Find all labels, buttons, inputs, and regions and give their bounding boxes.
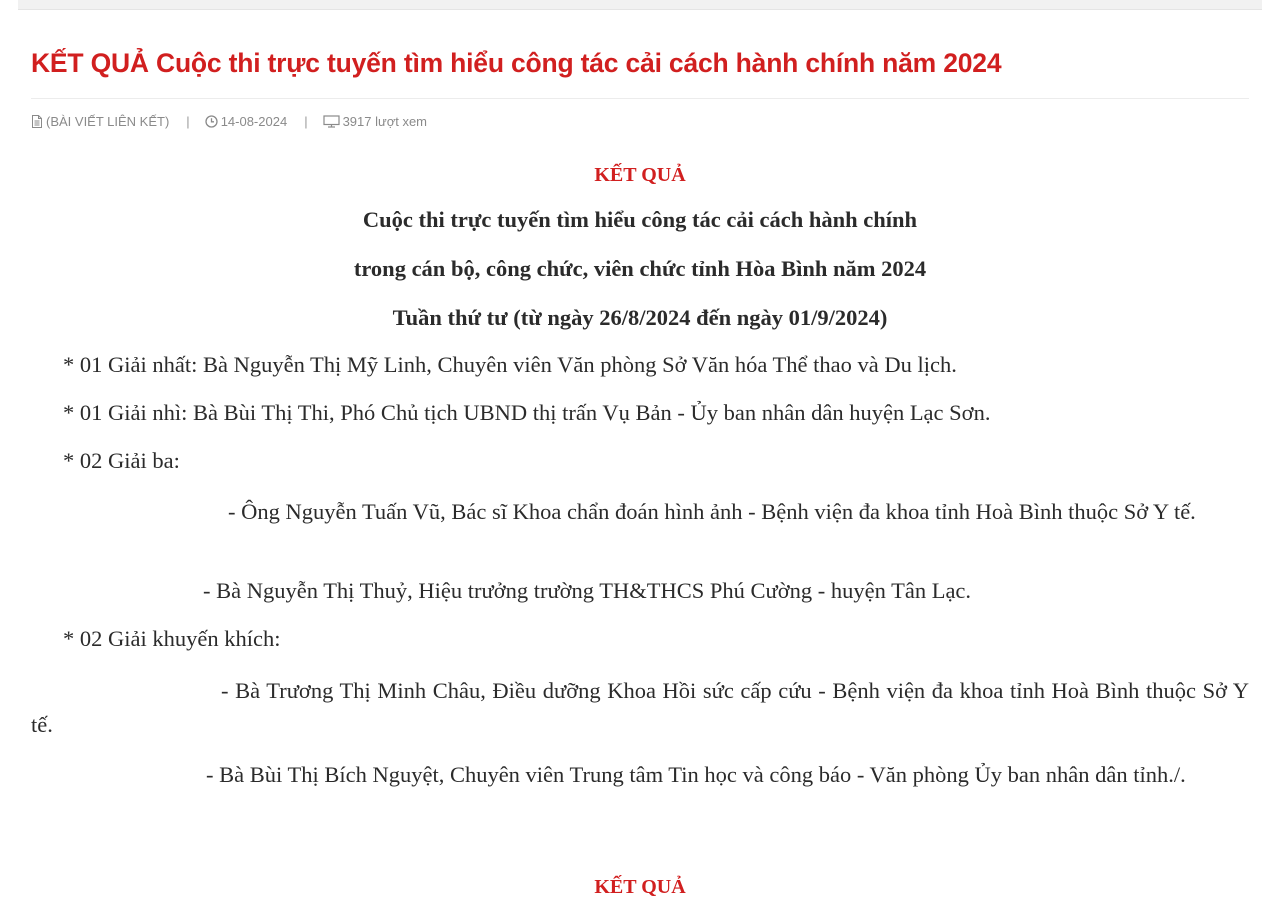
next-result-heading: KẾT QUẢ <box>594 876 686 898</box>
contest-subtitle-line-2: trong cán bộ, công chức, viên chức tỉnh Hòa Bình năm 2024 <box>353 256 927 281</box>
encouragement-winner-1: - Bà Trương Thị Minh Châu, Điều dưỡng Khoa Hồi sức cấp cứu - Bệnh viện đa khoa tỉnh Hoà Bình thuộc Sở Y tế. <box>31 678 1249 737</box>
third-prize-winner-2: - Bà Nguyễn Thị Thuỷ, Hiệu trưởng trường TH&THCS Phú Cường - huyện Tân Lạc. <box>203 578 972 603</box>
article-title: KẾT QUẢ Cuộc thi trực tuyến tìm hiểu công tác cải cách hành chính năm 2024 <box>31 48 1002 78</box>
second-prize-line: * 01 Giải nhì: Bà Bùi Thị Thi, Phó Chủ tịch UBND thị trấn Vụ Bản - Ủy ban nhân dân huyện Lạc Sơn. <box>63 400 991 425</box>
meta-date-label: 14-08-2024 <box>220 114 288 129</box>
meta-views-label: 3917 lượt xem <box>342 114 428 129</box>
result-heading: KẾT QUẢ <box>594 164 686 186</box>
meta-category-label: (BÀI VIẾT LIÊN KẾT) <box>46 114 170 129</box>
encouragement-winner-2: - Bà Bùi Thị Bích Nguyệt, Chuyên viên Trung tâm Tin học và công báo - Văn phòng Ủy ban nhân dân tỉnh./. <box>206 762 1186 787</box>
meta-separator: | <box>304 114 308 129</box>
contest-subtitle-line-1: Cuộc thi trực tuyến tìm hiểu công tác cải cách hành chính <box>362 207 918 232</box>
meta-separator: | <box>186 114 190 129</box>
third-prize-winner-1: - Ông Nguyễn Tuấn Vũ, Bác sĩ Khoa chẩn đoán hình ảnh - Bệnh viện đa khoa tỉnh Hoà Bình thuộc Sở Y tế. <box>228 499 1196 524</box>
first-prize-line: * 01 Giải nhất: Bà Nguyễn Thị Mỹ Linh, Chuyên viên Văn phòng Sở Văn hóa Thể thao và Du lịch. <box>63 352 957 377</box>
contest-week-line: Tuần thứ tư (từ ngày 26/8/2024 đến ngày 01/9/2024) <box>392 305 888 330</box>
third-prize-label: * 02 Giải ba: <box>63 448 180 473</box>
encouragement-label: * 02 Giải khuyến khích: <box>63 626 281 651</box>
